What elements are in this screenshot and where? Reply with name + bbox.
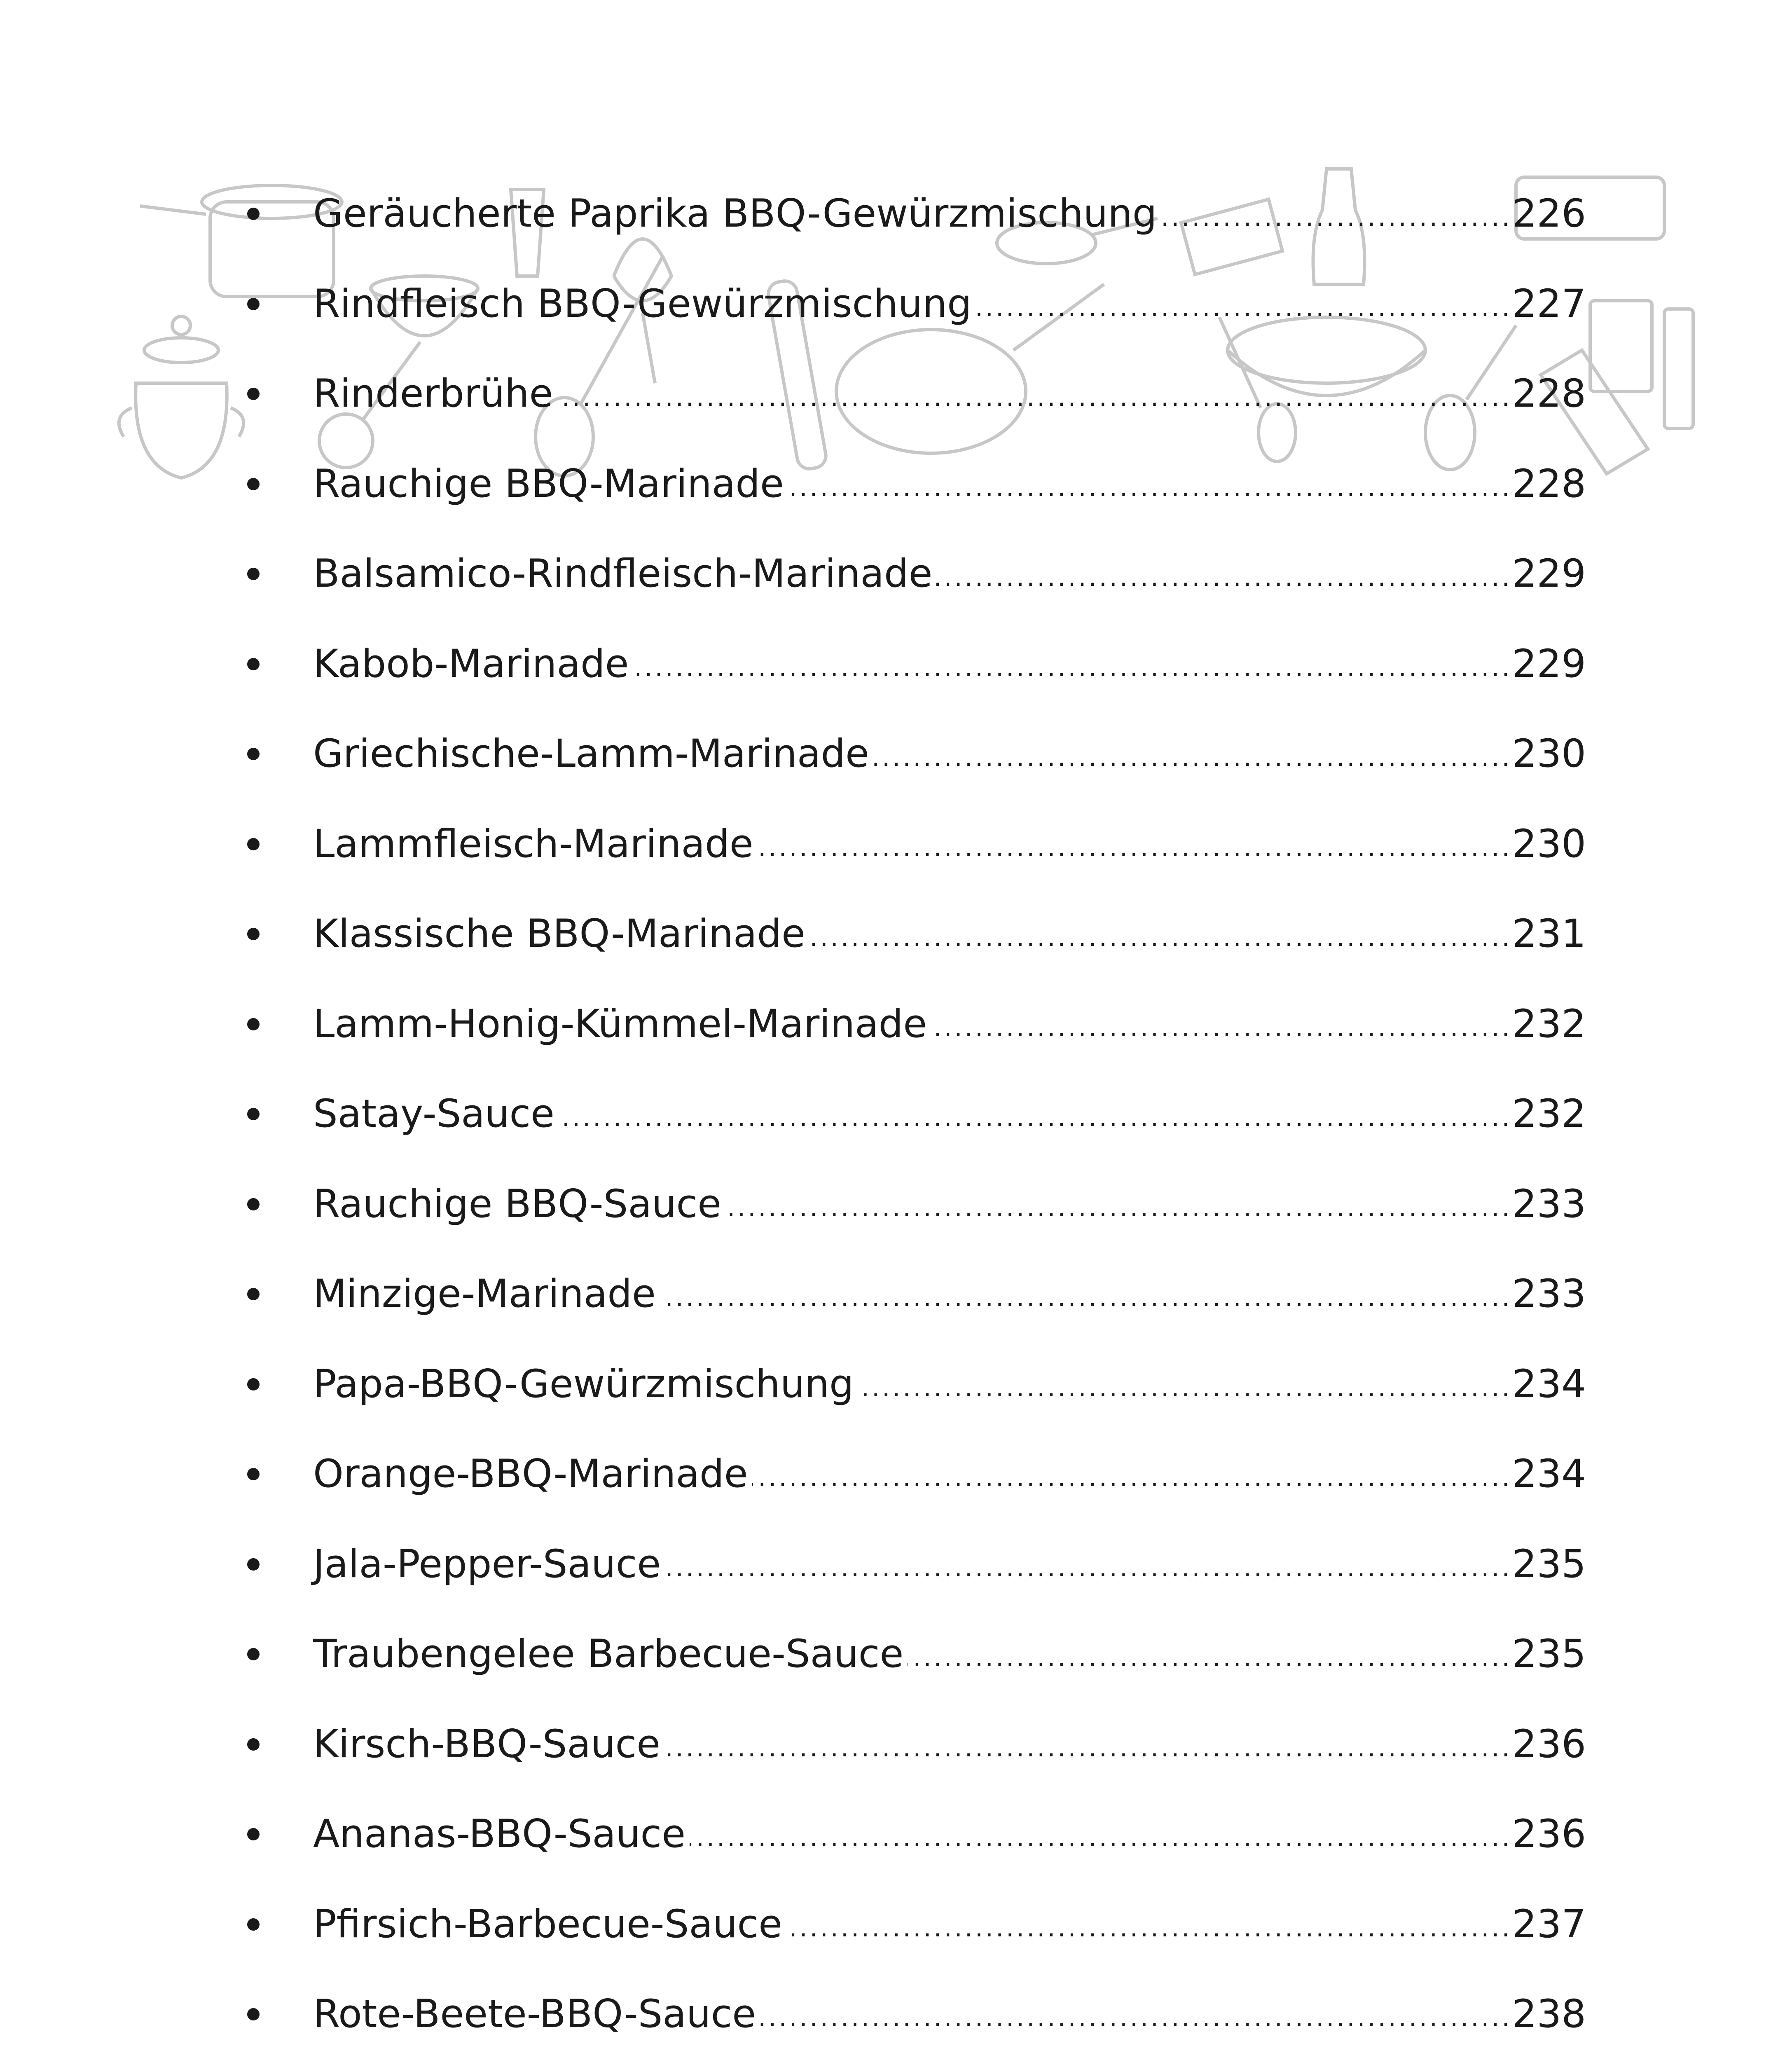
dot-leader — [758, 825, 1512, 864]
toc-entry-page-number: 230 — [1512, 821, 1586, 866]
toc-entry-title: Griechische-Lamm-Marinade — [313, 731, 869, 777]
toc-entry-page-number: 234 — [1512, 1451, 1586, 1497]
toc-entry-page-number: 236 — [1512, 1812, 1586, 1857]
toc-entry[interactable] — [247, 1700, 1586, 1790]
toc-entry[interactable] — [247, 1969, 1586, 2060]
toc-entry-page-number: 234 — [1512, 1361, 1586, 1407]
bullet-icon — [247, 1828, 313, 1840]
toc-entry-page-number: 232 — [1512, 1091, 1586, 1137]
toc-entry[interactable] — [247, 169, 1586, 259]
toc-entry-page-number: 237 — [1512, 1901, 1586, 1947]
dot-leader — [665, 1545, 1512, 1584]
toc-entry-page-number: 229 — [1512, 551, 1586, 597]
toc-entry-page-number: 229 — [1512, 641, 1586, 686]
toc-entry-page-number: 236 — [1512, 1721, 1586, 1767]
dot-leader — [786, 1905, 1512, 1944]
toc-entry[interactable] — [247, 259, 1586, 349]
bullet-icon — [247, 1738, 313, 1751]
dot-leader — [559, 1095, 1512, 1133]
toc-entry[interactable] — [247, 889, 1586, 979]
bullet-icon — [247, 1018, 313, 1030]
lidded-pot-icon — [119, 316, 244, 478]
bullet-icon — [247, 298, 313, 310]
toc-entry-page-number: 228 — [1512, 371, 1586, 417]
toc-entry[interactable] — [247, 1069, 1586, 1159]
toc-entry[interactable] — [247, 1249, 1586, 1339]
bullet-icon — [247, 1558, 313, 1571]
bullet-icon — [247, 1648, 313, 1660]
toc-entry-title: Lammfleisch-Marinade — [313, 821, 753, 866]
dot-leader — [633, 645, 1512, 684]
toc-entry-page-number: 233 — [1512, 1181, 1586, 1227]
toc-entry-title: Jala-Pepper-Sauce — [313, 1541, 661, 1587]
dot-leader — [809, 915, 1512, 953]
bullet-icon — [247, 2008, 313, 2020]
toc-entry-page-number: 232 — [1512, 1001, 1586, 1046]
bullet-icon — [247, 1108, 313, 1120]
dot-leader — [936, 555, 1512, 593]
toc-entry[interactable] — [247, 1159, 1586, 1250]
toc-entry-page-number: 231 — [1512, 911, 1586, 957]
toc-entry-title: Satay-Sauce — [313, 1091, 554, 1137]
bullet-icon — [247, 478, 313, 490]
toc-entry-page-number: 226 — [1512, 191, 1586, 236]
toc-entry-title: Orange-BBQ-Marinade — [313, 1451, 748, 1497]
toc-entry[interactable] — [247, 1339, 1586, 1430]
dot-leader — [760, 1995, 1512, 2034]
toc-entry-title: Ananas-BBQ-Sauce — [313, 1812, 686, 1857]
bullet-icon — [247, 208, 313, 220]
toc-entry-page-number: 233 — [1512, 1271, 1586, 1317]
toc-entry-page-number: 235 — [1512, 1541, 1586, 1587]
toc-entry[interactable] — [247, 619, 1586, 709]
dot-leader — [908, 1635, 1512, 1674]
toc-entry[interactable] — [247, 1519, 1586, 1610]
bullet-icon — [247, 748, 313, 760]
toc-entry-title: Balsamico-Rindfleisch-Marinade — [313, 551, 933, 597]
toc-entry-title: Klassische BBQ-Marinade — [313, 911, 806, 957]
bullet-icon — [247, 1198, 313, 1210]
toc-entry[interactable] — [247, 1880, 1586, 1970]
toc-entry[interactable] — [247, 1429, 1586, 1519]
toc-entry-page-number: 227 — [1512, 281, 1586, 326]
toc-entry-title: Kabob-Marinade — [313, 641, 629, 686]
toc-entry-title: Rauchige BBQ-Sauce — [313, 1181, 722, 1227]
toc-entry[interactable] — [247, 529, 1586, 619]
toc-entry-title: Lamm-Honig-Kümmel-Marinade — [313, 1001, 927, 1046]
dot-leader — [664, 1725, 1512, 1764]
toc-entry[interactable] — [247, 979, 1586, 1070]
bullet-icon — [247, 1288, 313, 1300]
toc-entry-page-number: 238 — [1512, 1992, 1586, 2037]
bullet-icon — [247, 388, 313, 400]
dot-leader — [931, 1005, 1512, 1044]
table-of-contents — [247, 169, 1586, 2060]
bullet-icon — [247, 1918, 313, 1931]
toc-entry[interactable] — [247, 1609, 1586, 1700]
toc-entry-title: Rindfleisch BBQ-Gewürzmischung — [313, 281, 972, 326]
bullet-icon — [247, 568, 313, 580]
toc-entry-page-number: 235 — [1512, 1632, 1586, 1677]
dot-leader — [690, 1815, 1512, 1854]
toc-entry[interactable] — [247, 439, 1586, 529]
dot-leader — [725, 1185, 1512, 1224]
toc-entry[interactable] — [247, 349, 1586, 439]
toc-entry-title: Rote-Beete-BBQ-Sauce — [313, 1992, 756, 2037]
bullet-icon — [247, 658, 313, 670]
bullet-icon — [247, 1468, 313, 1480]
dot-leader — [752, 1455, 1512, 1494]
toc-entry[interactable] — [247, 709, 1586, 799]
dot-leader — [1161, 194, 1512, 233]
toc-entry[interactable] — [247, 799, 1586, 890]
toc-entry-title: Traubengelee Barbecue-Sauce — [313, 1632, 904, 1677]
toc-entry-title: Papa-BBQ-Gewürzmischung — [313, 1361, 854, 1407]
toc-entry-title: Rinderbrühe — [313, 371, 553, 417]
dot-leader — [788, 465, 1512, 503]
dot-leader — [858, 1365, 1512, 1404]
dot-leader — [660, 1275, 1512, 1313]
toc-entry-title: Geräucherte Paprika BBQ-Gewürzmischung — [313, 191, 1157, 236]
bullet-icon — [247, 928, 313, 940]
bullet-icon — [247, 838, 313, 850]
toc-entry-title: Rauchige BBQ-Marinade — [313, 461, 784, 506]
toc-entry-title: Kirsch-BBQ-Sauce — [313, 1721, 661, 1767]
dot-leader — [873, 735, 1512, 773]
grater-icon — [1664, 309, 1693, 428]
toc-entry[interactable] — [247, 1789, 1586, 1880]
dot-leader — [557, 375, 1512, 413]
dot-leader — [976, 285, 1512, 323]
toc-entry-page-number: 230 — [1512, 731, 1586, 777]
bullet-icon — [247, 1378, 313, 1390]
toc-entry-title: Minzige-Marinade — [313, 1271, 656, 1317]
toc-entry-page-number: 228 — [1512, 461, 1586, 506]
toc-entry-title: Pfirsich-Barbecue-Sauce — [313, 1901, 783, 1947]
